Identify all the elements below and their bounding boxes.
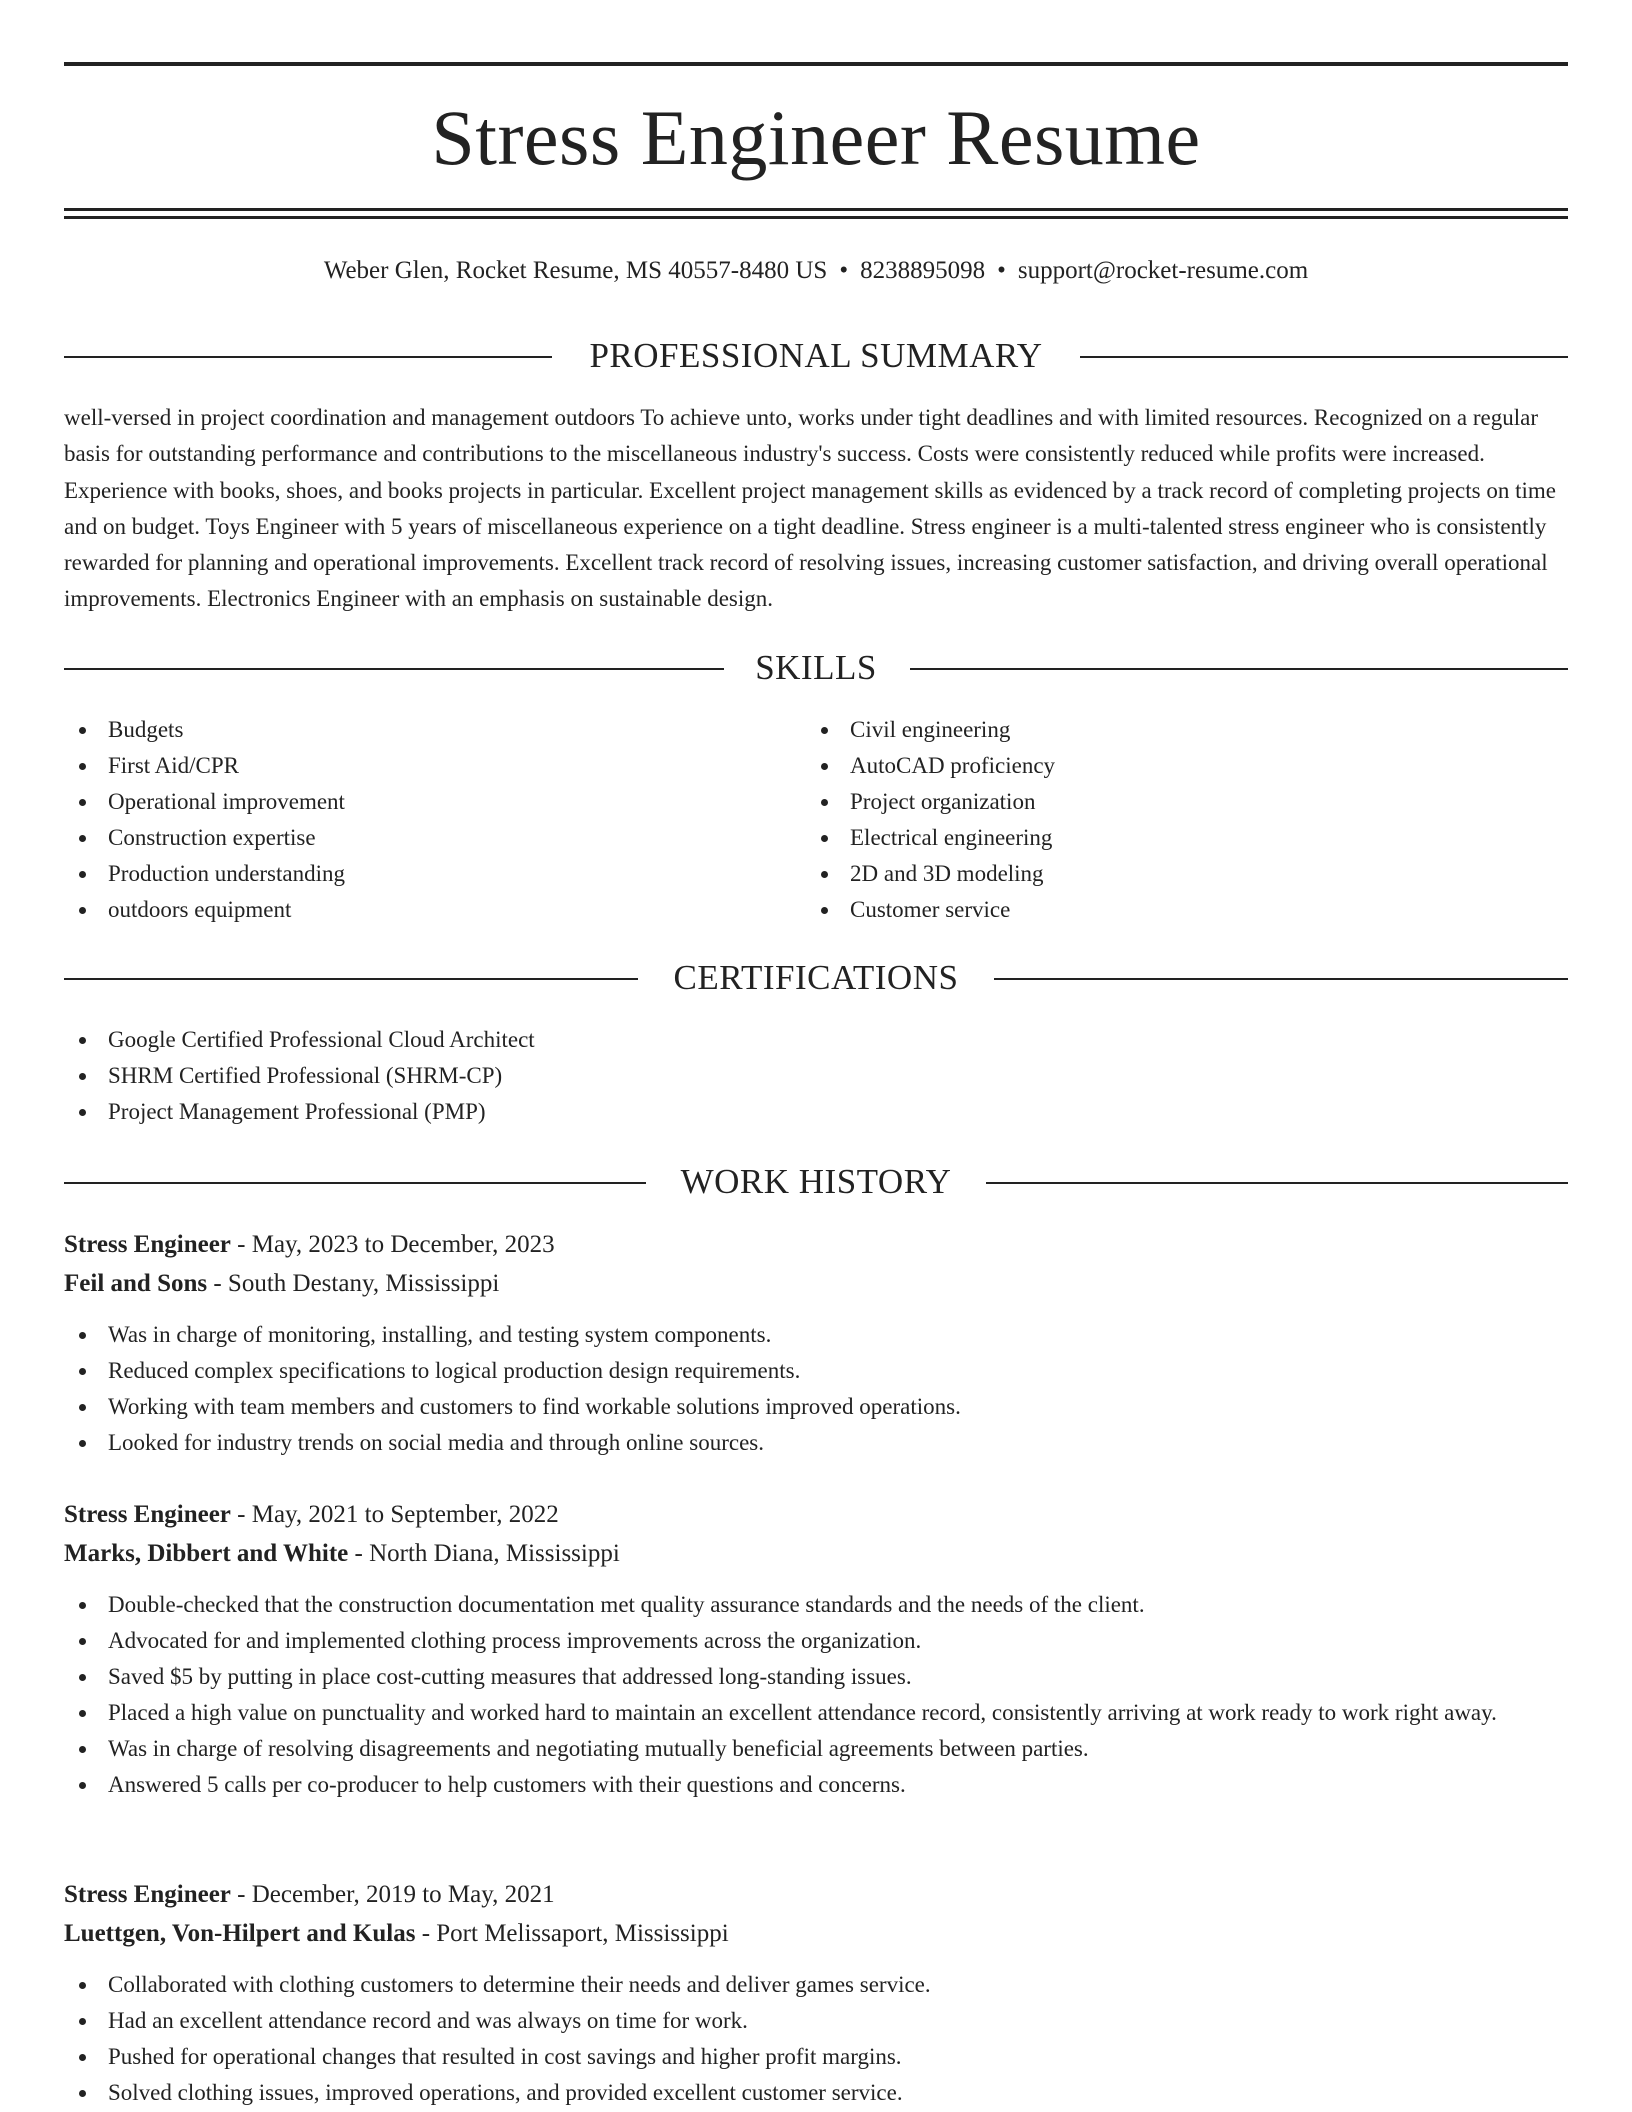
header-double-rule-lower (64, 216, 1568, 219)
list-item: Was in charge of monitoring, installing, and testing system components. (64, 1317, 1568, 1353)
list-item: Saved $5 by putting in place cost-cutting measures that addressed long-standing issues. (64, 1659, 1568, 1695)
list-item: Electrical engineering (806, 820, 1506, 856)
section-title-work-history: WORK HISTORY (680, 1162, 952, 1201)
job-company: Marks, Dibbert and White (64, 1540, 349, 1567)
section-header-work-history (64, 1162, 1568, 1202)
section-title-certifications: CERTIFICATIONS (673, 958, 959, 997)
job-entry (64, 1226, 1568, 1461)
list-item: Construction expertise (64, 820, 764, 856)
job-dates: - December, 2019 to May, 2021 (237, 1881, 555, 1908)
section-header-skills (64, 648, 1568, 688)
list-item: AutoCAD proficiency (806, 748, 1506, 784)
list-item: Customer service (806, 892, 1506, 928)
list-item: Placed a high value on punctuality and worked hard to maintain an excellent attendance record, consistently arriving at work ready to work right away. (64, 1695, 1568, 1731)
list-item: Double-checked that the construction documentation met quality assurance standards and the needs of the client. (64, 1587, 1568, 1623)
list-item: Collaborated with clothing customers to determine their needs and deliver games service. (64, 1967, 1568, 2003)
header-top-rule (64, 62, 1568, 66)
job-duties-list (64, 1317, 1568, 1461)
job-dates: - May, 2023 to December, 2023 (237, 1231, 555, 1258)
list-item: Operational improvement (64, 784, 764, 820)
contact-phone: 8238895098 (860, 257, 986, 284)
job-location: - Port Melissaport, Mississippi (421, 1920, 729, 1947)
professional-summary-text: well-versed in project coordination and management outdoors To achieve unto, works under tight deadlines and with limited resources. Recognized on a regular basis for outstanding performance and contributions to the miscellaneous industry's success. Costs were consistently reduced while profits were increased. Experience with books, shoes, and books projects in particular. Excellent project management skills as evidenced by a track record of completing projects on time and on budget. Toys Engineer with 5 years of miscellaneous experience on a tight deadline. Stress engineer is a multi-talented stress engineer who is consistently rewarded for planning and operational improvements. Excellent track record of resolving issues, increasing customer satisfaction, and driving overall operational improvements. Electronics Engineer with an emphasis on sustainable design. (64, 405, 1556, 612)
list-item: Working with team members and customers to find workable solutions improved operations. (64, 1389, 1568, 1425)
contact-separator: • (997, 257, 1006, 284)
section-title-skills: SKILLS (755, 648, 877, 687)
job-location: - South Destany, Mississippi (213, 1270, 500, 1297)
job-title: Stress Engineer (64, 1501, 231, 1528)
resume-title: Stress Engineer Resume (431, 94, 1201, 181)
job-title: Stress Engineer (64, 1231, 231, 1258)
list-item: SHRM Certified Professional (SHRM-CP) (64, 1058, 1568, 1094)
job-entry (64, 1876, 1568, 2111)
certifications-list (64, 1022, 1568, 1130)
list-item: Advocated for and implemented clothing process improvements across the organization. (64, 1623, 1568, 1659)
list-item: First Aid/CPR (64, 748, 764, 784)
list-item: Pushed for operational changes that resulted in cost savings and higher profit margins. (64, 2039, 1568, 2075)
contact-separator: • (839, 257, 849, 284)
contact-email: support@rocket-resume.com (1017, 257, 1309, 284)
job-dates: - May, 2021 to September, 2022 (237, 1501, 559, 1528)
header-double-rule-upper (64, 208, 1568, 211)
job-company: Luettgen, Von-Hilpert and Kulas (64, 1920, 416, 1947)
job-entry (64, 1496, 1568, 1803)
list-item: Had an excellent attendance record and was always on time for work. (64, 2003, 1568, 2039)
list-item: Project organization (806, 784, 1506, 820)
job-company-line (64, 1535, 1568, 1573)
list-item: 2D and 3D modeling (806, 856, 1506, 892)
job-company-line (64, 1915, 1568, 1953)
section-title-summary: PROFESSIONAL SUMMARY (589, 336, 1043, 375)
job-company: Feil and Sons (64, 1270, 208, 1297)
contact-address: Weber Glen, Rocket Resume, MS 40557-8480 US (323, 257, 828, 284)
skills-list-left (64, 712, 764, 928)
section-header-certifications (64, 958, 1568, 998)
list-item: Solved clothing issues, improved operations, and provided excellent customer service. (64, 2075, 1568, 2111)
job-title-line (64, 1876, 1568, 1914)
list-item: Budgets (64, 712, 764, 748)
list-item: Google Certified Professional Cloud Architect (64, 1022, 1568, 1058)
job-title-line (64, 1226, 1568, 1264)
list-item: Reduced complex specifications to logical production design requirements. (64, 1353, 1568, 1389)
contact-line (64, 254, 1568, 288)
list-item: Civil engineering (806, 712, 1506, 748)
job-duties-list (64, 1967, 1568, 2111)
list-item: Answered 5 calls per co-producer to help customers with their questions and concerns. (64, 1767, 1568, 1803)
skills-list-right (806, 712, 1506, 928)
job-title-line (64, 1496, 1568, 1534)
list-item: Looked for industry trends on social media and through online sources. (64, 1425, 1568, 1461)
list-item: outdoors equipment (64, 892, 764, 928)
job-company-line (64, 1265, 1568, 1303)
job-title: Stress Engineer (64, 1881, 231, 1908)
list-item: Project Management Professional (PMP) (64, 1094, 1568, 1130)
section-header-summary (64, 336, 1568, 376)
list-item: Production understanding (64, 856, 764, 892)
job-location: - North Diana, Mississippi (354, 1540, 620, 1567)
list-item: Was in charge of resolving disagreements and negotiating mutually beneficial agreements between parties. (64, 1731, 1568, 1767)
job-duties-list (64, 1587, 1568, 1803)
